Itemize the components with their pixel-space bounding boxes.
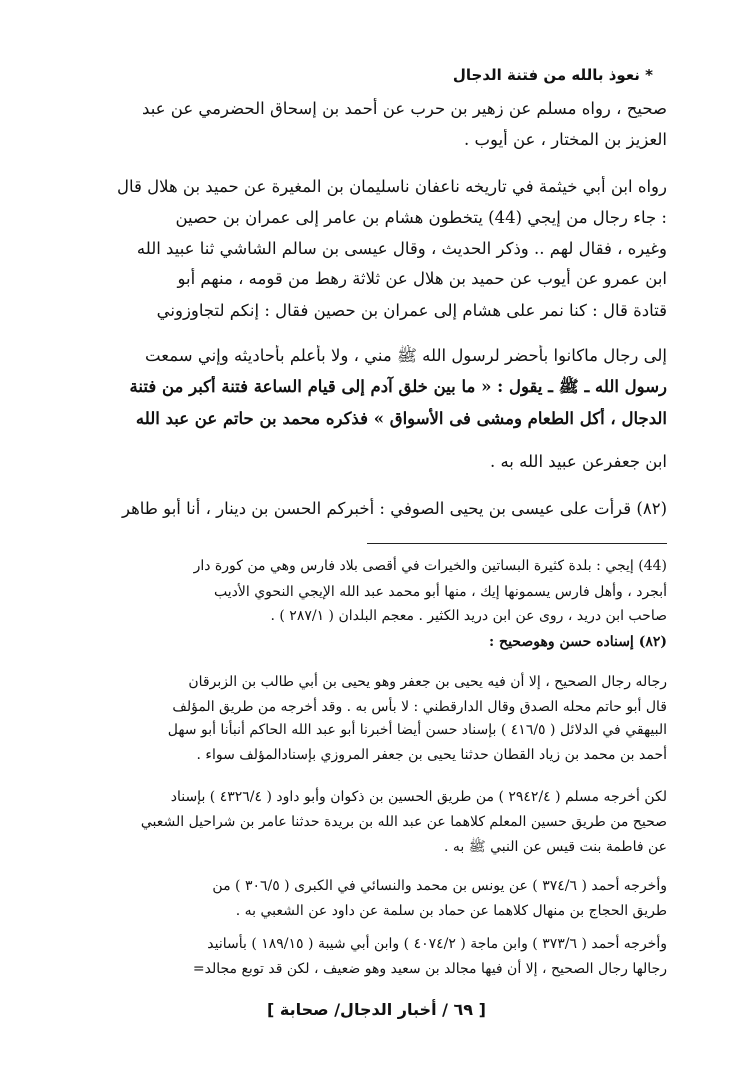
footnote-line: وأخرجه أحمد ( ٣٧٣/٦ ) وابن ماجة ( ٤٠٧٤/٢ ) وابن أبي شيبة ( ١٨٩/١٥ ) بأسانيد — [207, 936, 667, 952]
footnote-line: لكن أخرجه مسلم ( ٢٩٤٢/٤ ) من طريق الحسين بن ذكوان وأبو داود ( ٤٣٢٦/٤ ) بإسناد — [170, 789, 667, 805]
footnote-line: قال أبو حاتم محله الصدق وقال الدارقطني : لا بأس به . وقد أخرجه من طريق المؤلف — [172, 699, 667, 715]
footnote-line: أحمد بن محمد بن زياد القطان حدثنا يحيى بن جعفر المروزي بإسنادالمؤلف سواء . — [196, 747, 667, 763]
footnote-heading: (٨٢) إسناده حسن وهوصحيح : — [488, 634, 667, 650]
body-line: وغيره ، فقال لهم .. وذكر الحديث ، وقال عيسى بن سالم الشاشي ثنا عبيد الله — [136, 239, 667, 258]
body-line-hadith: الدجال ، أكل الطعام ومشى فى الأسواق » فذكره محمد بن حاتم عن عبد الله — [135, 409, 667, 428]
running-header: * نعوذ بالله من فتنة الدجال — [452, 66, 653, 84]
body-line: ابن جعفرعن عبيد الله به . — [489, 452, 667, 471]
footnote-line: البيهقي في الدلائل ( ٤١٦/٥ ) بإسناد حسن أيضا أخبرنا أبو عبد الله الحاكم أنبأنا أبو سهل — [167, 722, 667, 738]
body-line: إلى رجال ماكانوا بأحضر لرسول الله ﷺ مني ، ولا بأعلم بأحاديثه وإني سمعت — [145, 346, 667, 365]
body-line: ابن عمرو عن أيوب عن حميد بن هلال عن ثلاثة رهط من قومه ، منهم أبو — [177, 269, 667, 288]
footnote-line: أبجرد ، وأهل فارس يسمونها إيك ، منها أبو محمد عبد الله الإيجي النحوي الأديب — [214, 584, 667, 600]
footnote-line: رجاله رجال الصحيح ، إلا أن فيه يحيى بن جعفر وهو يحيى بن أبي طالب بن الزبرقان — [188, 674, 667, 690]
footnote-divider — [367, 543, 667, 544]
footnote-line: عن فاطمة بنت قيس عن النبي ﷺ به . — [444, 839, 667, 855]
footnote-line: صحيح من طريق حسين المعلم كلاهما عن عبد الله بن بريدة حدثنا عامر بن شراحيل الشعبي — [140, 814, 667, 830]
footnote-line: وأخرجه أحمد ( ٣٧٤/٦ ) عن يونس بن محمد والنسائي في الكبرى ( ٣٠٦/٥ ) من — [212, 878, 667, 894]
body-line: العزيز بن المختار ، عن أيوب . — [464, 130, 667, 149]
page-footer: [ ٦٩ / أخبار الدجال/ صحابة ] — [267, 1000, 486, 1019]
body-line: صحيح ، رواه مسلم عن زهير بن حرب عن أحمد بن إسحاق الحضرمي عن عبد — [142, 99, 667, 118]
body-line: : جاء رجال من إيجي (44) يتخطون هشام بن عامر إلى عمران بن حصين — [175, 208, 667, 227]
footnote-line: (44) إيجي : بلدة كثيرة البساتين والخيرات في أقصى بلاد فارس وهي من كورة دار — [193, 558, 667, 574]
footnote-line: رجالها رجال الصحيح ، إلا أن فيها مجالد بن سعيد وهو ضعيف ، لكن قد توبع مجالد= — [192, 961, 667, 977]
body-line: قتادة قال : كنا نمر على هشام إلى عمران بن حصين فقال : إنكم لتجاوزوني — [156, 301, 667, 320]
body-line-hadith: رسول الله ـ ﷺ ـ يقول : « ما بين خلق آدم إلى قيام الساعة فتنة أكبر من فتنة — [129, 377, 667, 396]
body-line: رواه ابن أبي خيثمة في تاريخه ناعفان ناسليمان بن المغيرة عن حميد بن هلال قال — [116, 177, 667, 196]
footnote-line: صاحب ابن دريد ، روى عن ابن دريد الكثير . معجم البلدان ( ٢٨٧/١ ) . — [270, 608, 667, 624]
footnote-line: طريق الحجاج بن منهال كلاهما عن حماد بن سلمة عن داود عن الشعبي به . — [235, 903, 667, 919]
body-line: (٨٢) قرأت على عيسى بن يحيى الصوفي : أخبركم الحسن بن دينار ، أنا أبو طاهر — [121, 499, 667, 518]
